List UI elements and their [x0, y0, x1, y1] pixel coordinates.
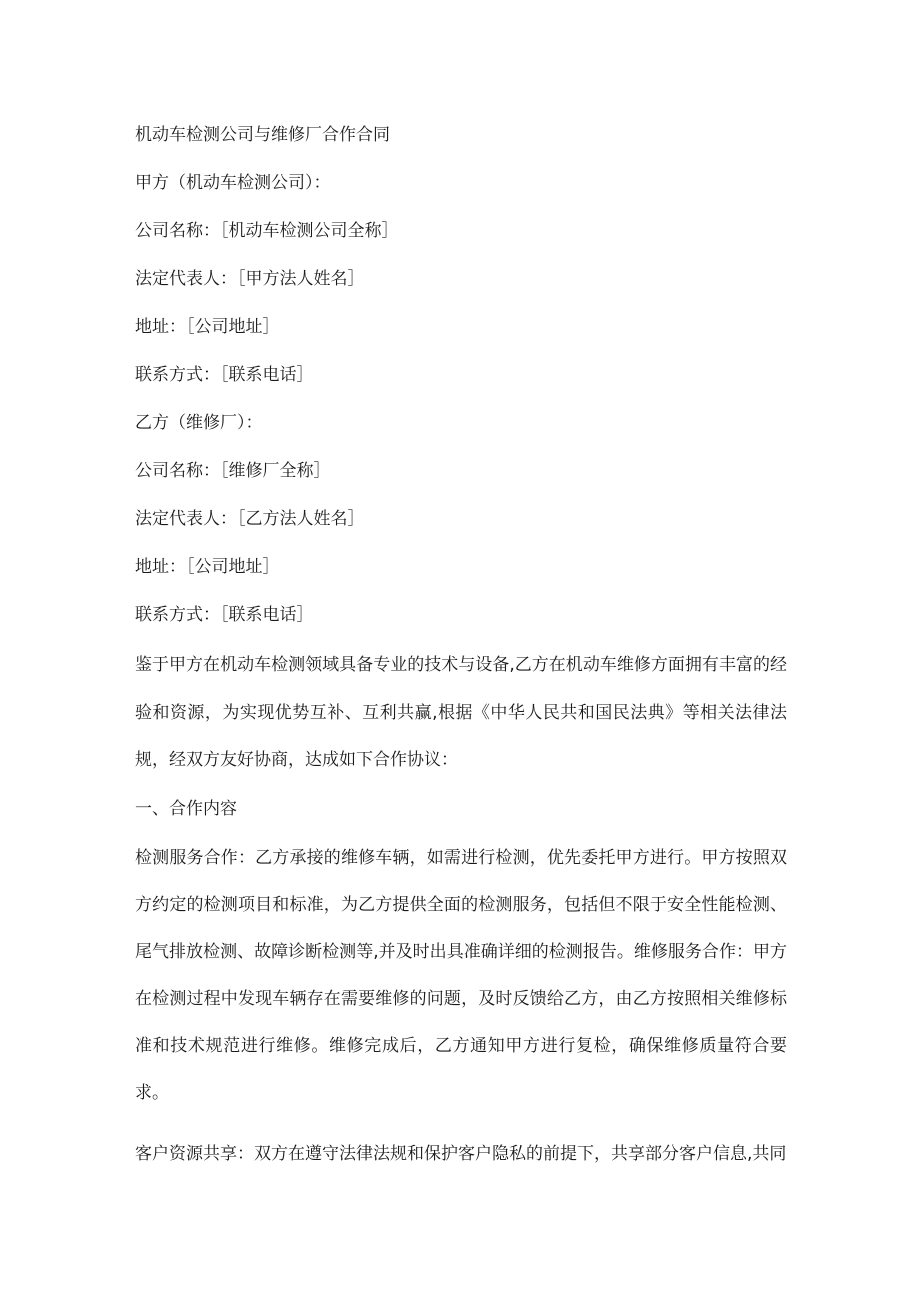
- party-b-contact: 联系方式：［联系电话］: [135, 605, 314, 625]
- preamble-paragraph: 鉴于甲方在机动车检测领域具备专业的技术与设备,乙方在机动车维修方面拥有丰富的经验和资源，为实现优势互补、互利共赢,根据《中华人民共和国民法典》等相关法律法规，经双方友好协商，达成如下合作协议：: [135, 655, 787, 770]
- party-b-company-name: 公司名称：［维修厂全称］: [135, 461, 331, 481]
- party-a-address: 地址：［公司地址］: [135, 317, 280, 337]
- document-title: 机动车检测公司与维修厂合作合同: [135, 125, 390, 145]
- section-1-clause-2: 客户资源共享：双方在遵守法律法规和保护客户隐私的前提下，共享部分客户信息,共同: [135, 1144, 787, 1164]
- party-b-legal-rep: 法定代表人：［乙方法人姓名］: [135, 509, 365, 529]
- section-1-clause-1: 检测服务合作：乙方承接的维修车辆，如需进行检测，优先委托甲方进行。甲方按照双方约定的检测项目和标准，为乙方提供全面的检测服务，包括但不限于安全性能检测、尾气排放检测、故障诊断检测等,并及时出具准确详细的检测报告。维修服务合作：甲方在检测过程中发现车辆存在需要维修的问题，及时反馈给乙方，由乙方按照相关维修标准和技术规范进行维修。维修完成后，乙方通知甲方进行复检，确保维修质量符合要求。: [135, 848, 787, 1103]
- party-a-heading: 甲方（机动车检测公司）：: [135, 173, 331, 193]
- section-1-heading: 一、合作内容: [135, 799, 237, 819]
- party-a-legal-rep: 法定代表人：［甲方法人姓名］: [135, 269, 365, 289]
- party-a-company-name: 公司名称：［机动车检测公司全称］: [135, 221, 399, 241]
- party-b-address: 地址：［公司地址］: [135, 557, 280, 577]
- party-a-contact: 联系方式：［联系电话］: [135, 365, 314, 385]
- party-b-heading: 乙方（维修厂）：: [135, 413, 263, 433]
